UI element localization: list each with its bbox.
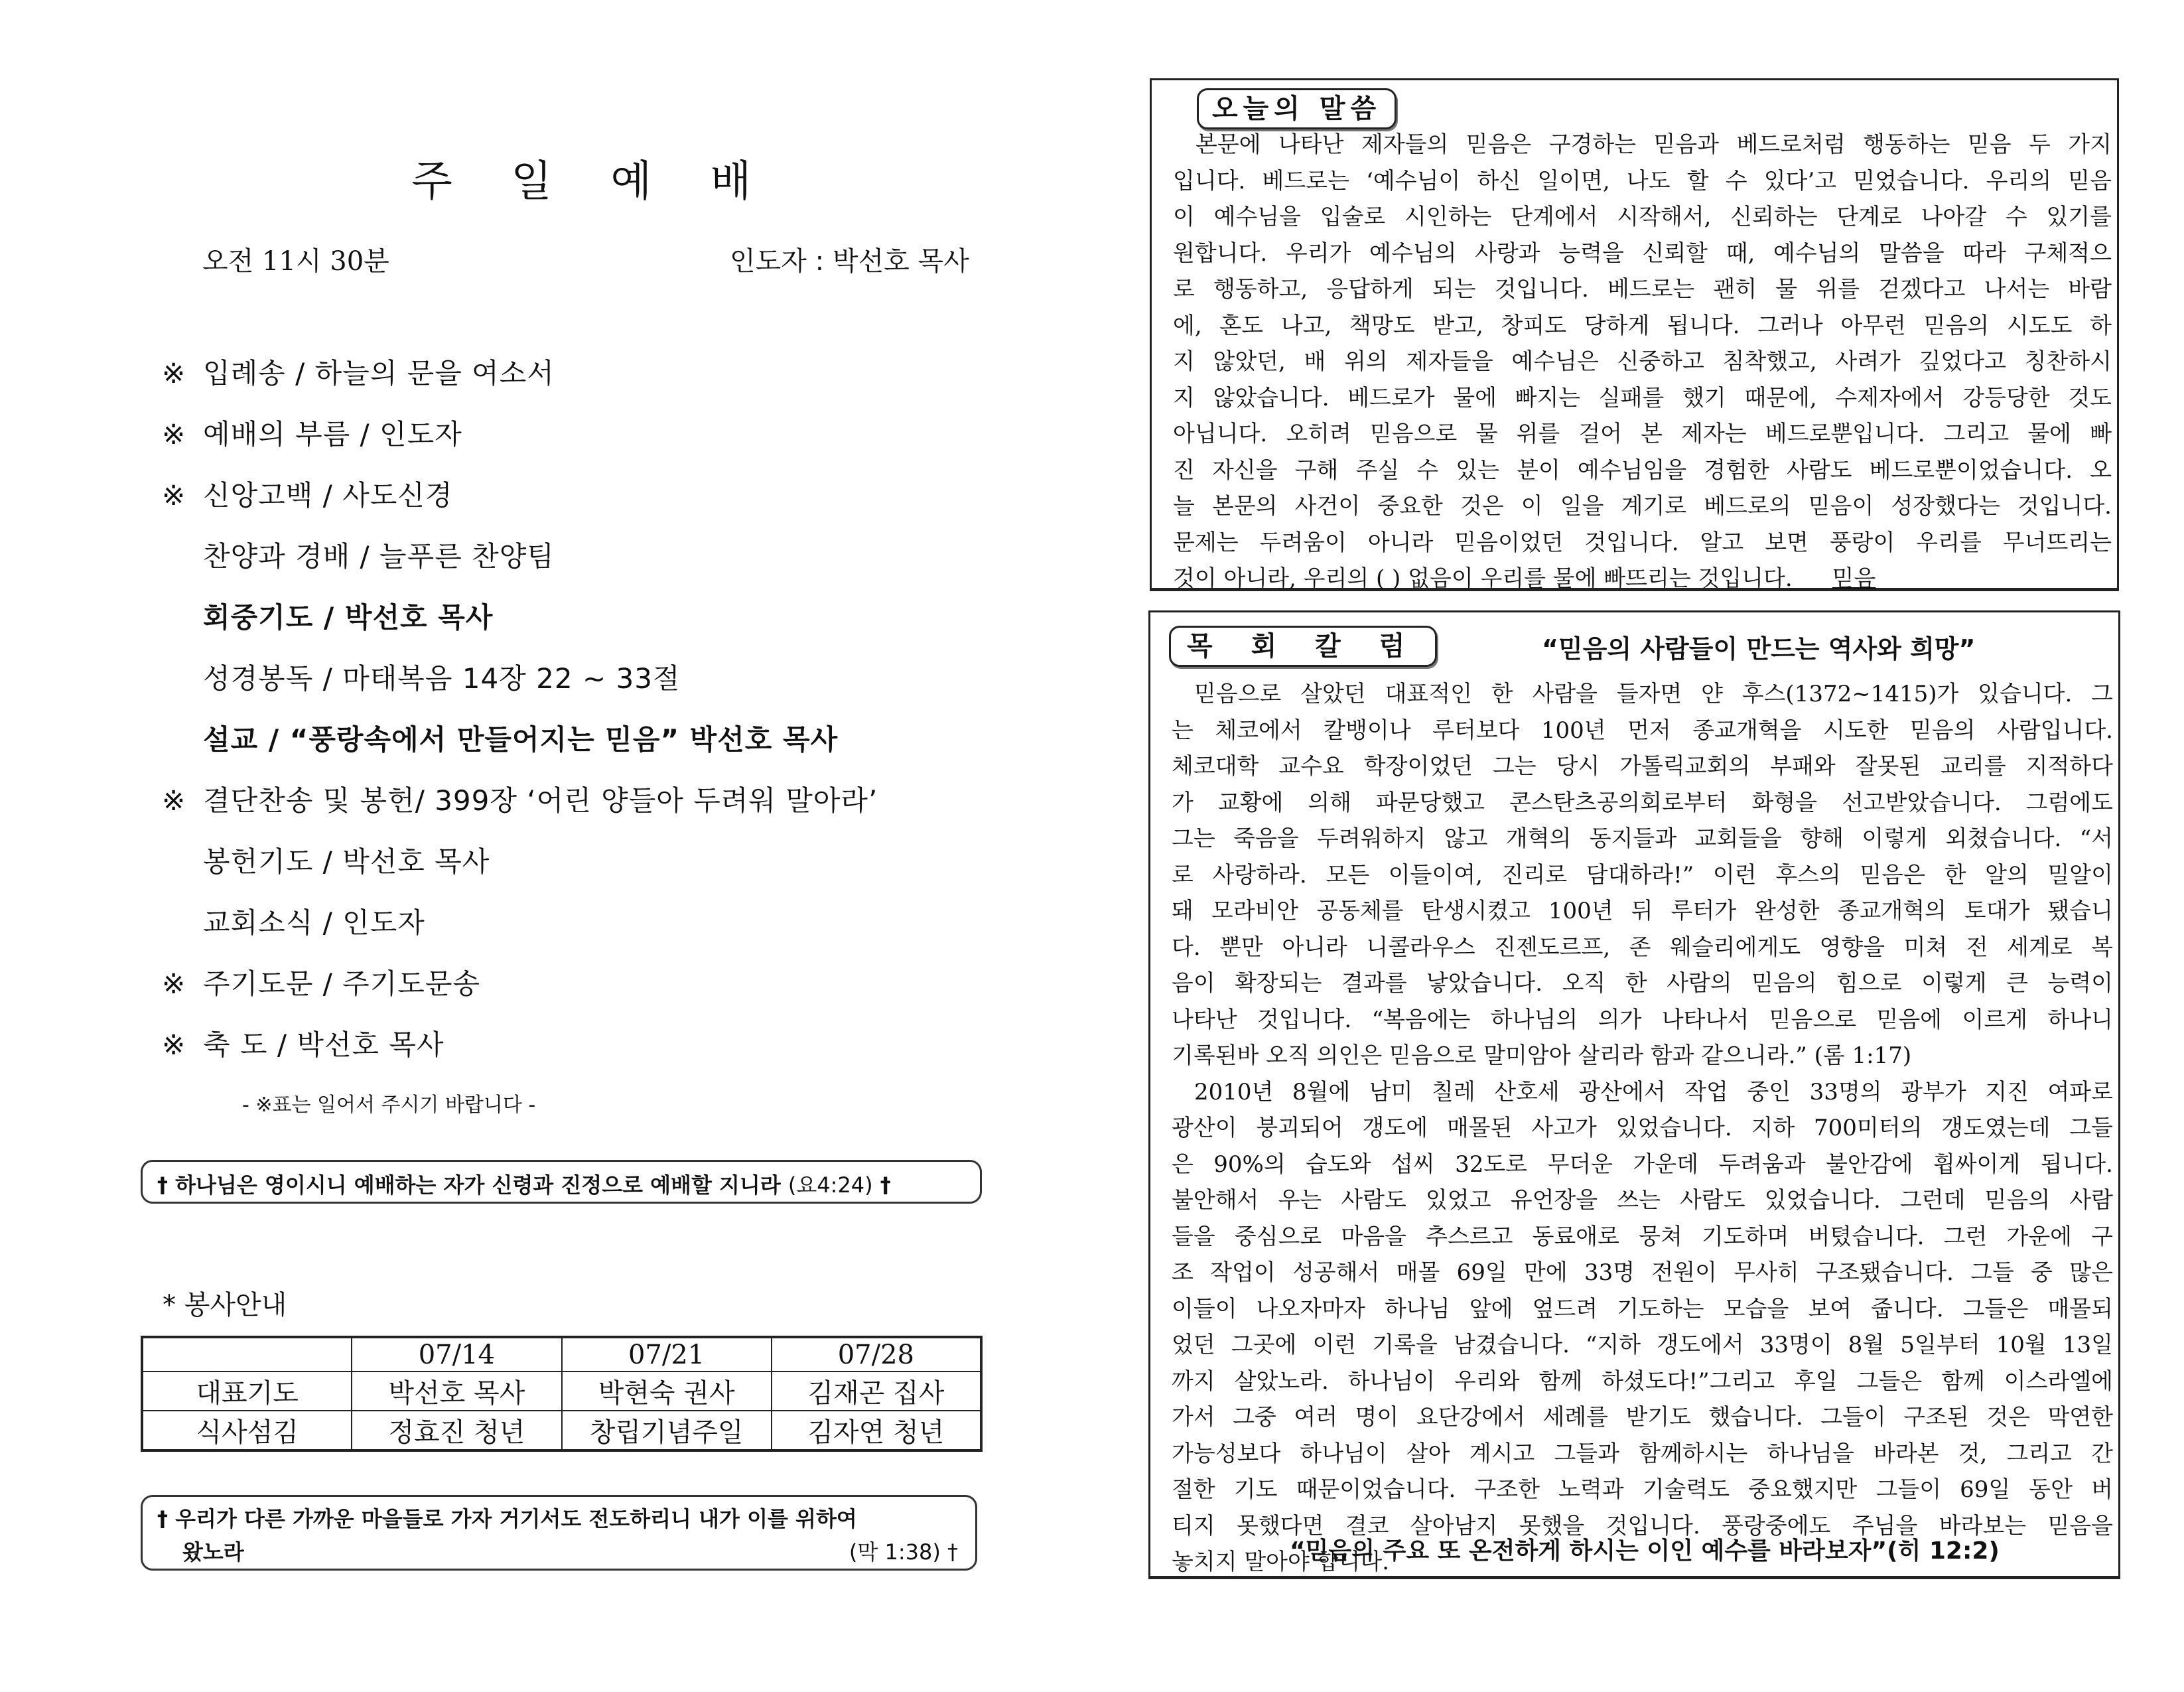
text-line: 광산이 붕괴되어 갱도에 매몰된 사고가 있었습니다. 지하 700미터의 갱도였는데 그들 (1172, 1115, 2113, 1141)
pastoral-column-title: “믿음의 사람들이 만드는 역사와 희망” (1542, 634, 1976, 664)
todays-word-body (1173, 127, 2112, 597)
order-item (162, 962, 480, 1002)
text-line: 었던 그곳에 이런 기록을 남겼습니다. “지하 갱도에서 33명이 8월 5일부터 10월 13일 (1172, 1332, 2113, 1358)
table-row (142, 1372, 981, 1411)
order-item-text: 봉헌기도 / 박선호 목사 (203, 845, 490, 878)
order-item-text: 성경봉독 / 마태복음 14장 22 ~ 33절 (203, 662, 681, 695)
verse-text (157, 1168, 891, 1199)
order-item (162, 596, 493, 636)
text-line: 가 교황에 의해 파문당했고 콘스탄츠공의회로부터 화형을 선고받았습니다. 그럼에도 (1172, 789, 2113, 816)
service-heading: * 봉사안내 (163, 1290, 287, 1320)
text-line: 가서 그중 여러 명이 요단강에서 세례를 받기도 했습니다. 그들이 구조된 것은 막연한 (1172, 1404, 2113, 1431)
cross-icon: † (880, 1172, 891, 1198)
text-line: 는 체코에서 칼뱅이나 루터보다 100년 먼저 종교개혁을 시도한 믿음의 사람입니다. (1172, 717, 2113, 744)
text-line: 들을 중심으로 마음을 추스르고 동료애로 뭉쳐 기도하며 버텼습니다. 그런 가운에 구 (1172, 1223, 2113, 1250)
table-header-cell: 07/21 (562, 1337, 772, 1372)
table-cell: 박현숙 권사 (562, 1372, 772, 1411)
text-line: 입니다. 베드로는 ‘예수님이 하신 일이면, 나도 할 수 있다’고 믿었습니다. 우리의 믿음 (1173, 167, 2112, 194)
order-item (162, 718, 838, 758)
verse-body: 우리가 다른 가까운 마을들로 가자 거기서도 전도하리니 내가 이를 위하여 (175, 1506, 857, 1531)
verse-box-mark (141, 1495, 977, 1571)
pastoral-column-body (1172, 676, 2113, 1581)
order-item (162, 657, 681, 697)
table-row-label: 대표기도 (142, 1372, 352, 1411)
table-cell: 정효진 청년 (352, 1411, 561, 1450)
todays-word-panel (1150, 78, 2119, 591)
text-line: 로 행동하고, 응답하게 되는 것입니다. 베드로는 괜히 물 위를 걷겠다고 나서는 바람 (1173, 276, 2112, 303)
text-line: 이 예수님을 입술로 시인하는 단계에서 시작해서, 신뢰하는 단계로 나아갈 수 있기를 (1173, 204, 2112, 230)
verse-reference: (막 1:38) † (849, 1539, 958, 1565)
text-line: 지 않았던, 배 위의 제자들을 예수님은 신중하고 침착했고, 사려가 깊었다고 칭찬하시 (1173, 348, 2112, 375)
text-line: 놓치지 말아야 합니다. (1172, 1549, 1390, 1575)
text-line: 티지 못했다면 결코 살아남지 못했을 것입니다. 풍랑중에도 주님을 바라보는 믿음을 (1172, 1512, 2113, 1539)
order-item (162, 779, 878, 819)
standing-mark: ※ (162, 784, 186, 817)
order-item-text: 설교 / “풍랑속에서 만들어지는 믿음” 박선호 목사 (203, 723, 839, 756)
verse-reference: (요4:24) (787, 1172, 873, 1198)
text-line: 지 않았습니다. 베드로가 물에 빠지는 실패를 했기 때문에, 수제자에서 강등당한 것도 (1173, 384, 2112, 411)
table-header-cell: 07/28 (772, 1337, 981, 1372)
text-line: 이들이 나오자마자 하나님 앞에 엎드려 기도하는 모습을 보여 줍니다. 그들은 매몰되 (1172, 1295, 2113, 1322)
table-header-cell: 07/14 (352, 1337, 561, 1372)
closing-verse: “믿음의 주요 또 온전하게 하시는 이인 예수를 바라보자”(히 12:2) (1290, 1537, 2000, 1565)
verse-line-2: 왔노라 (182, 1539, 244, 1565)
text-line: 믿음으로 살았던 대표적인 한 사람을 들자면 얀 후스(1372~1415)가 있습니다. 그 (1194, 681, 2113, 707)
text-line: 체코대학 교수요 학장이었던 그는 당시 가톨릭교회의 부패와 잘못된 교리를 지적하다 (1172, 753, 2113, 780)
cross-icon: † (157, 1172, 168, 1198)
standing-note: - ※표는 일어서 주시기 바랍니다 - (242, 1093, 536, 1117)
pastoral-column-label: 목 회 칼 럼 (1169, 626, 1437, 667)
order-item-text: 주기도문 / 주기도문송 (203, 967, 481, 1000)
service-leader: 인도자 : 박선호 목사 (730, 246, 969, 277)
table-cell: 김자연 청년 (772, 1411, 981, 1450)
order-item (162, 840, 490, 880)
order-item-text: 신앙고백 / 사도신경 (203, 479, 453, 512)
table-cell: 창립기념주일 (562, 1411, 772, 1450)
text-line: 까지 살았노라. 하나님이 우리와 함께 하셨도다!”그리고 후일 그들은 함께 이스라엘에 (1172, 1368, 2113, 1395)
text-line-with-answer (1173, 561, 2112, 597)
text-line: 문제는 두려움이 아니라 믿음이었던 것입니다. 알고 보면 풍랑이 우리를 무너뜨리는 (1173, 529, 2112, 556)
text-line: 그는 죽음을 두려워하지 않고 개혁의 동지들과 교회들을 향해 이렇게 외쳤습니다. “서 (1172, 825, 2113, 852)
order-item-text: 찬양과 경배 / 늘푸른 찬양팀 (203, 540, 555, 573)
text-line: 음이 확장되는 결과를 낳았습니다. 오직 한 사람의 믿음의 힘으로 이렇게 큰 능력이 (1172, 970, 2113, 997)
service-time: 오전 11시 30분 (202, 246, 389, 277)
text-line: 은 90%의 습도와 섭씨 32도로 무더운 가운데 두려움과 불안감에 휩싸이게 됩니다. (1172, 1151, 2113, 1178)
order-item-text: 입례송 / 하늘의 문을 여소서 (203, 357, 555, 389)
text-line: 가능성보다 하나님이 살아 계시고 그들과 함께하시는 하나님을 바라본 것, 그리고 간 (1172, 1440, 2113, 1467)
verse-body: 하나님은 영이시니 예배하는 자가 신령과 진정으로 예배할 지니라 (175, 1172, 781, 1198)
table-header-cell (142, 1337, 352, 1372)
table-cell: 김재곤 집사 (772, 1372, 981, 1411)
order-item-text: 축 도 / 박선호 목사 (203, 1028, 444, 1061)
text-line: 다. 뿐만 아니라 니콜라우스 진젠도르프, 존 웨슬리에게도 영향을 미쳐 전 세계로 복 (1172, 934, 2113, 961)
standing-mark: ※ (162, 1028, 186, 1061)
order-item (162, 352, 555, 391)
order-item (162, 535, 555, 575)
cross-icon: † (157, 1506, 168, 1531)
order-item-text: 결단찬송 및 봉헌/ 399장 ‘어린 양들아 두려워 말아라’ (203, 784, 878, 817)
text-line: 늘 본문의 사건이 중요한 것은 이 일을 계기로 베드로의 믿음이 성장했다는 것입니다. (1173, 493, 2112, 520)
todays-word-label: 오늘의 말씀 (1197, 88, 1397, 129)
text-line: 조 작업이 성공해서 매몰 69일 만에 33명 전원이 무사히 구조됐습니다. 그들 중 많은 (1172, 1259, 2113, 1286)
text-line: 2010년 8월에 남미 칠레 산호세 광산에서 작업 중인 33명의 광부가 지진 여파로 (1194, 1078, 2113, 1105)
pastoral-column-panel (1148, 610, 2120, 1579)
text-line: 에, 혼도 나고, 책망도 받고, 창피도 당하게 됩니다. 그러나 아무런 믿음의 시도도 하 (1173, 312, 2112, 339)
order-item-text: 교회소식 / 인도자 (203, 906, 425, 939)
text-line: 돼 모라비안 공동체를 탄생시켰고 100년 뒤 루터가 완성한 종교개혁의 토대가 됐습니 (1172, 898, 2113, 924)
order-item (162, 474, 452, 514)
text-line: 진 자신을 구해 주실 수 있는 분이 예수님임을 경험한 사람도 베드로뿐이었습니다. 오 (1173, 457, 2112, 484)
text-line: 원합니다. 우리가 예수님의 사랑과 능력을 신뢰할 때, 예수님의 말씀을 따라 구체적으 (1173, 240, 2112, 267)
page-title: 주 일 예 배 (411, 157, 774, 206)
standing-mark: ※ (162, 418, 186, 451)
standing-mark: ※ (162, 357, 186, 389)
table-row-label: 식사섬김 (142, 1411, 352, 1450)
table-row (142, 1411, 981, 1450)
text-line: 나타난 것입니다. “복음에는 하나님의 의가 나타나서 믿음으로 믿음에 이르게 하나니 (1172, 1006, 2113, 1033)
verse-box-john (141, 1160, 982, 1204)
text-line: 기록된바 오직 의인은 믿음으로 말미암아 살리라 함과 같으니라.” (롬 1:17) (1172, 1042, 1912, 1069)
order-item (162, 901, 425, 941)
order-item-text: 예배의 부름 / 인도자 (203, 418, 462, 451)
text-line: 아닙니다. 오히려 믿음으로 물 위를 걸어 본 제자는 베드로뿐입니다. 그리고 물에 빠 (1173, 421, 2112, 447)
fill-in-sentence: 것이 아니라, 우리의 ( ) 없음이 우리를 물에 빠뜨리는 것입니다. (1173, 565, 1793, 592)
order-item (162, 1023, 444, 1063)
order-item (162, 413, 462, 453)
fill-in-answer: 믿음 (1832, 565, 1876, 592)
standing-mark: ※ (162, 479, 186, 512)
text-line: 절한 기도 때문이었습니다. 구조한 노력과 기술력도 중요했지만 그들이 69일 동안 버 (1172, 1476, 2113, 1503)
table-header-row (142, 1337, 981, 1372)
text-line: 본문에 나타난 제자들의 믿음은 구경하는 믿음과 베드로처럼 행동하는 믿음 두 가지 (1195, 131, 2112, 158)
text-line: 불안해서 우는 사람도 있었고 유언장을 쓰는 사람도 있었습니다. 그런데 믿음의 사람 (1172, 1187, 2113, 1214)
standing-mark: ※ (162, 967, 186, 1000)
service-schedule-table (141, 1336, 983, 1452)
table-cell: 박선호 목사 (352, 1372, 561, 1411)
text-line: 로 사랑하라. 모든 이들이여, 진리로 담대하라!” 이런 후스의 믿음은 한 알의 밀알이 (1172, 861, 2113, 888)
order-item-text: 회중기도 / 박선호 목사 (203, 601, 494, 634)
verse-line-1 (157, 1502, 857, 1533)
